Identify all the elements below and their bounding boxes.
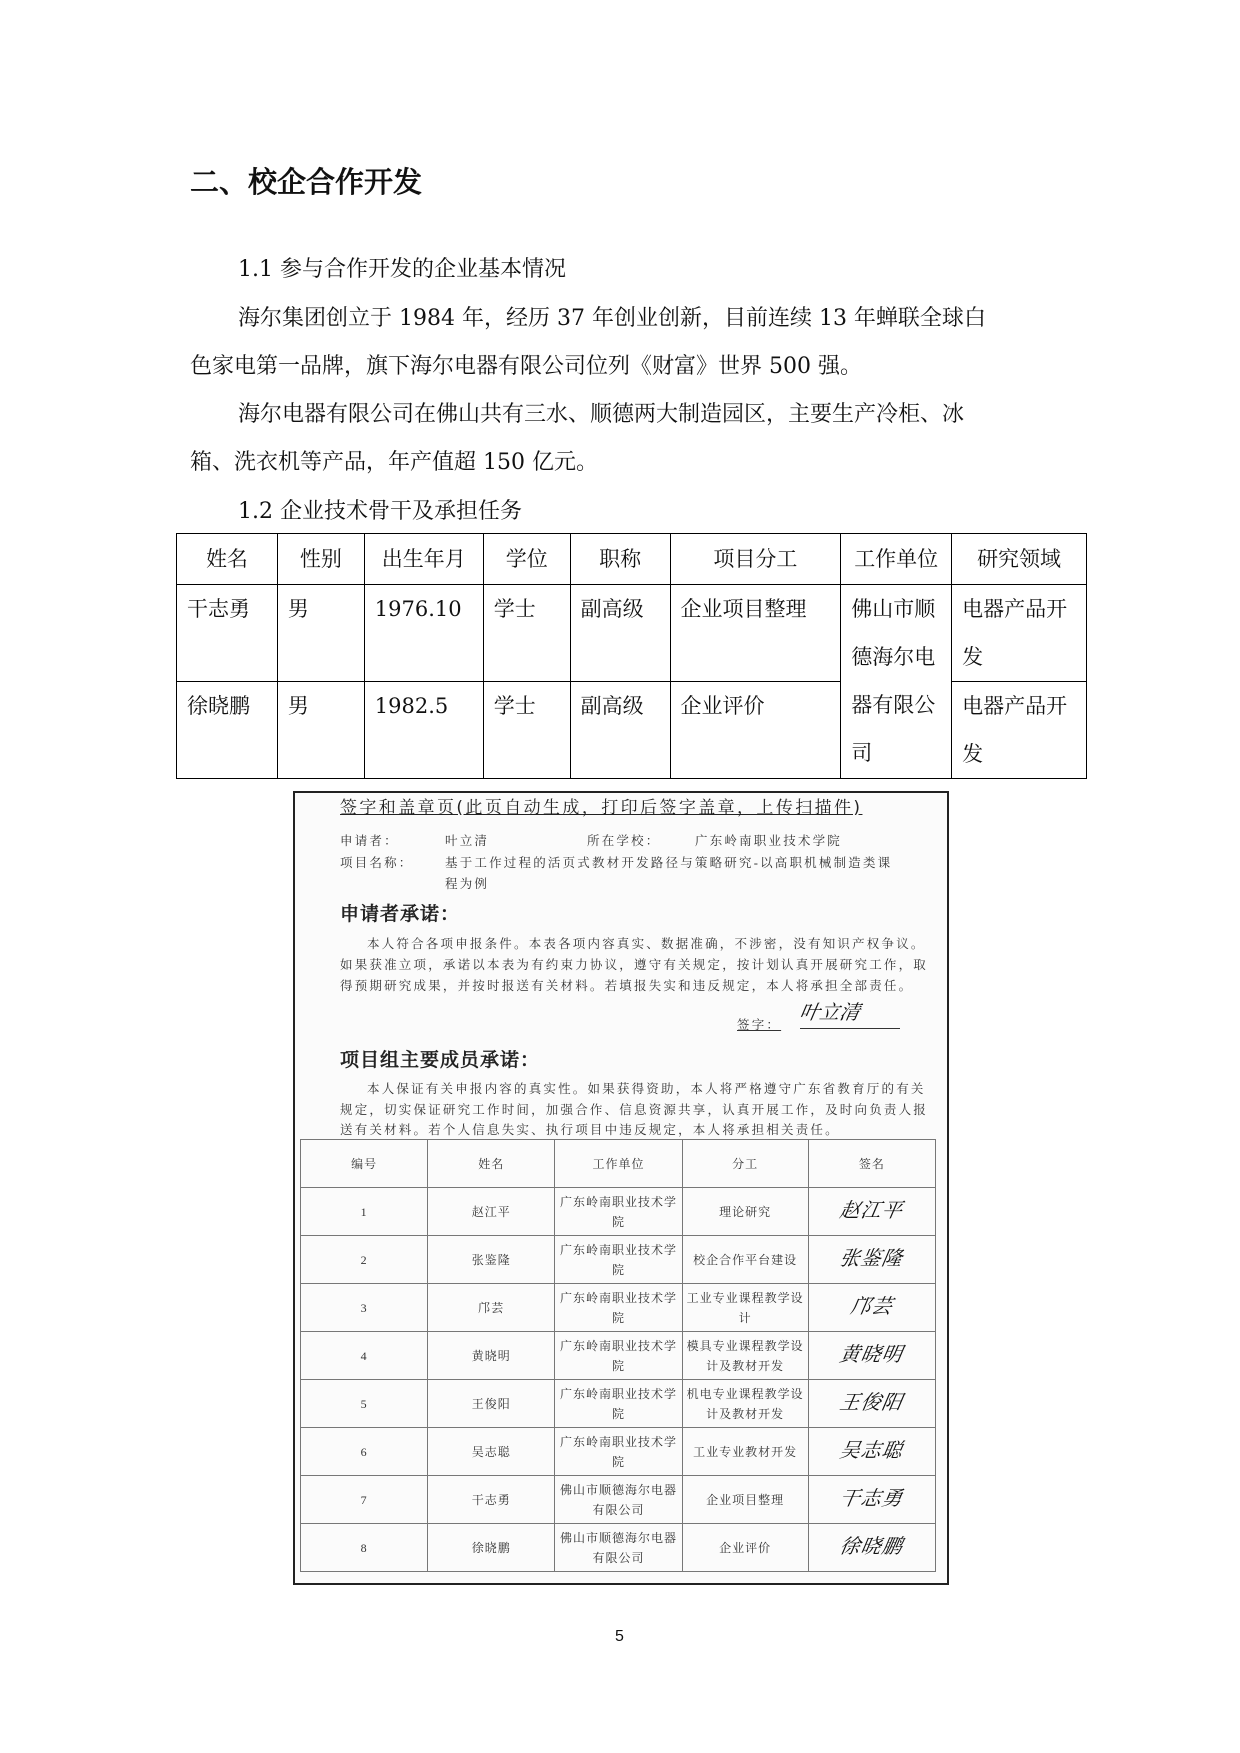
cell-name: 张鉴隆 (428, 1236, 555, 1284)
header-cell: 姓名 (428, 1140, 555, 1188)
cell-task: 企业项目整理 (682, 1476, 808, 1524)
unit-line: 器有限公 (851, 693, 936, 717)
signature-text: 黄晓明 (838, 1342, 906, 1366)
header-cell: 项目分工 (670, 534, 841, 585)
cell-degree: 学士 (483, 585, 570, 682)
header-cell: 工作单位 (841, 534, 952, 585)
cell-number: 3 (301, 1284, 428, 1332)
header-cell: 职称 (570, 534, 670, 585)
cell-signature (808, 1380, 935, 1428)
enterprise-staff-table (176, 533, 1087, 779)
cell-gender: 男 (277, 682, 364, 779)
cell-signature (808, 1332, 935, 1380)
applicant-name: 叶立清 (445, 834, 490, 848)
table-row (301, 1380, 936, 1428)
signature-text: 徐晓鹏 (838, 1534, 906, 1558)
header-cell: 性别 (277, 534, 364, 585)
school-name: 广东岭南职业技术学院 (695, 834, 843, 848)
cell-name: 邝芸 (428, 1284, 555, 1332)
school-label: 所在学校： (587, 834, 661, 848)
cell-birth: 1976.10 (364, 585, 483, 682)
table-row (301, 1188, 936, 1236)
cell-title: 副高级 (570, 585, 670, 682)
cell-unit: 广东岭南职业技术学院 (555, 1428, 682, 1476)
project-line: 基于工作过程的活页式教材开发路径与策略研究-以高职机械制造类课 (445, 856, 893, 870)
cell-birth: 1982.5 (364, 682, 483, 779)
project-label: 项目名称： (340, 856, 414, 870)
cell-name: 王俊阳 (428, 1380, 555, 1428)
cell-unit: 广东岭南职业技术学院 (555, 1332, 682, 1380)
pledge-line: 得预期研究成果，并按时报送有关材料。若填报失实和违反规定，本人将承担全部责任。 (340, 979, 914, 993)
pledge-line: 本人保证有关申报内容的真实性。如果获得资助，本人将严格遵守广东省教育厅的有关 (367, 1082, 926, 1096)
members-table (300, 1139, 936, 1572)
table-row (301, 1284, 936, 1332)
cell-task: 工业专业课程教学设计 (682, 1284, 808, 1332)
field-line: 电器产品开 (962, 694, 1068, 718)
section-heading: 二、校企合作开发 (190, 165, 423, 199)
unit-line: 司 (851, 741, 873, 765)
signature-text: 干志勇 (838, 1486, 906, 1510)
cell-degree: 学士 (483, 682, 570, 779)
cell-number: 2 (301, 1236, 428, 1284)
cell-unit: 佛山市顺德海尔电器有限公司 (555, 1476, 682, 1524)
cell-unit: 广东岭南职业技术学院 (555, 1236, 682, 1284)
cell-unit: 广东岭南职业技术学院 (555, 1380, 682, 1428)
header-cell: 姓名 (177, 534, 278, 585)
cell-gender: 男 (277, 585, 364, 682)
header-cell: 研究领域 (952, 534, 1087, 585)
pledge-line: 送有关材料。若个人信息失实、执行项目中违反规定，本人将承担相关责任。 (340, 1123, 840, 1137)
cell-number: 1 (301, 1188, 428, 1236)
members-header-row (301, 1140, 936, 1188)
scan-title: 签字和盖章页(此页自动生成，打印后签字盖章，上传扫描件) (340, 798, 863, 818)
table-header-row (177, 534, 1087, 585)
cell-signature (808, 1188, 935, 1236)
signature-text: 叶立清 (797, 1000, 862, 1024)
cell-name: 干志勇 (428, 1476, 555, 1524)
cell-unit (841, 585, 952, 779)
signature-text: 邝芸 (848, 1294, 895, 1318)
field-line: 发 (962, 645, 984, 669)
field-line: 电器产品开 (962, 597, 1068, 621)
applicant-label: 申请者： (340, 834, 399, 848)
cell-task: 企业评价 (670, 682, 841, 779)
cell-number: 5 (301, 1380, 428, 1428)
table-row (301, 1476, 936, 1524)
cell-unit: 佛山市顺德海尔电器有限公司 (555, 1524, 682, 1572)
field-line: 发 (962, 742, 984, 766)
cell-signature (808, 1428, 935, 1476)
header-cell: 工作单位 (555, 1140, 682, 1188)
cell-name: 徐晓鹏 (177, 682, 278, 779)
cell-task: 企业评价 (682, 1524, 808, 1572)
table-row (301, 1236, 936, 1284)
cell-task: 校企合作平台建设 (682, 1236, 808, 1284)
unit-line: 佛山市顺 (851, 597, 936, 621)
cell-signature (808, 1476, 935, 1524)
scanned-signature-page (293, 791, 949, 1585)
member-pledge-title: 项目组主要成员承诺： (340, 1049, 541, 1071)
table-row (177, 585, 1087, 682)
cell-task: 工业专业教材开发 (682, 1428, 808, 1476)
paragraph-line: 海尔电器有限公司在佛山共有三水、顺德两大制造园区，主要生产冷柜、冰 (238, 402, 965, 427)
cell-unit: 广东岭南职业技术学院 (555, 1188, 682, 1236)
table-row (301, 1524, 936, 1572)
cell-number: 6 (301, 1428, 428, 1476)
cell-number: 7 (301, 1476, 428, 1524)
signature-text: 赵江平 (838, 1198, 906, 1222)
subsection-1-2: 1.2 企业技术骨干及承担任务 (238, 499, 522, 524)
cell-signature (808, 1236, 935, 1284)
header-cell: 分工 (682, 1140, 808, 1188)
pledge-line: 本人符合各项申报条件。本表各项内容真实、数据准确，不涉密，没有知识产权争议。 (367, 937, 926, 951)
cell-name: 赵江平 (428, 1188, 555, 1236)
cell-number: 8 (301, 1524, 428, 1572)
cell-task: 模具专业课程教学设计及教材开发 (682, 1332, 808, 1380)
cell-field (952, 585, 1087, 682)
table-row (301, 1428, 936, 1476)
header-cell: 编号 (301, 1140, 428, 1188)
signature-text: 张鉴隆 (838, 1246, 906, 1270)
cell-name: 徐晓鹏 (428, 1524, 555, 1572)
signature-text: 吴志聪 (838, 1438, 906, 1462)
cell-signature (808, 1524, 935, 1572)
header-cell: 学位 (483, 534, 570, 585)
header-cell: 出生年月 (364, 534, 483, 585)
applicant-pledge-title: 申请者承诺： (340, 903, 461, 925)
signature-text: 王俊阳 (838, 1390, 906, 1414)
page-number: 5 (615, 1628, 624, 1645)
cell-name: 黄晓明 (428, 1332, 555, 1380)
applicant-signature (797, 996, 900, 1029)
header-cell: 签名 (808, 1140, 935, 1188)
cell-field (952, 682, 1087, 779)
cell-title: 副高级 (570, 682, 670, 779)
paragraph-line: 色家电第一品牌，旗下海尔电器有限公司位列《财富》世界 500 强。 (190, 354, 862, 379)
paragraph-line: 海尔集团创立于 1984 年，经历 37 年创业创新，目前连续 13 年蝉联全球白 (238, 306, 986, 331)
pledge-line: 规定，切实保证研究工作时间，加强合作、信息资源共享，认真开展工作，及时向负责人报 (340, 1103, 929, 1117)
table-row (301, 1332, 936, 1380)
sign-label: 签字： (737, 1018, 782, 1032)
subsection-1-1: 1.1 参与合作开发的企业基本情况 (238, 257, 566, 282)
cell-name: 干志勇 (177, 585, 278, 682)
pledge-line: 如果获准立项，承诺以本表为有约束力协议，遵守有关规定，按计划认真开展研究工作，取 (340, 958, 929, 972)
cell-unit: 广东岭南职业技术学院 (555, 1284, 682, 1332)
paragraph-line: 箱、洗衣机等产品，年产值超 150 亿元。 (190, 450, 598, 475)
project-line: 程为例 (445, 877, 490, 891)
cell-number: 4 (301, 1332, 428, 1380)
cell-task: 机电专业课程教学设计及教材开发 (682, 1380, 808, 1428)
cell-name: 吴志聪 (428, 1428, 555, 1476)
cell-task: 理论研究 (682, 1188, 808, 1236)
unit-line: 德海尔电 (851, 645, 936, 669)
cell-task: 企业项目整理 (670, 585, 841, 682)
cell-signature (808, 1284, 935, 1332)
